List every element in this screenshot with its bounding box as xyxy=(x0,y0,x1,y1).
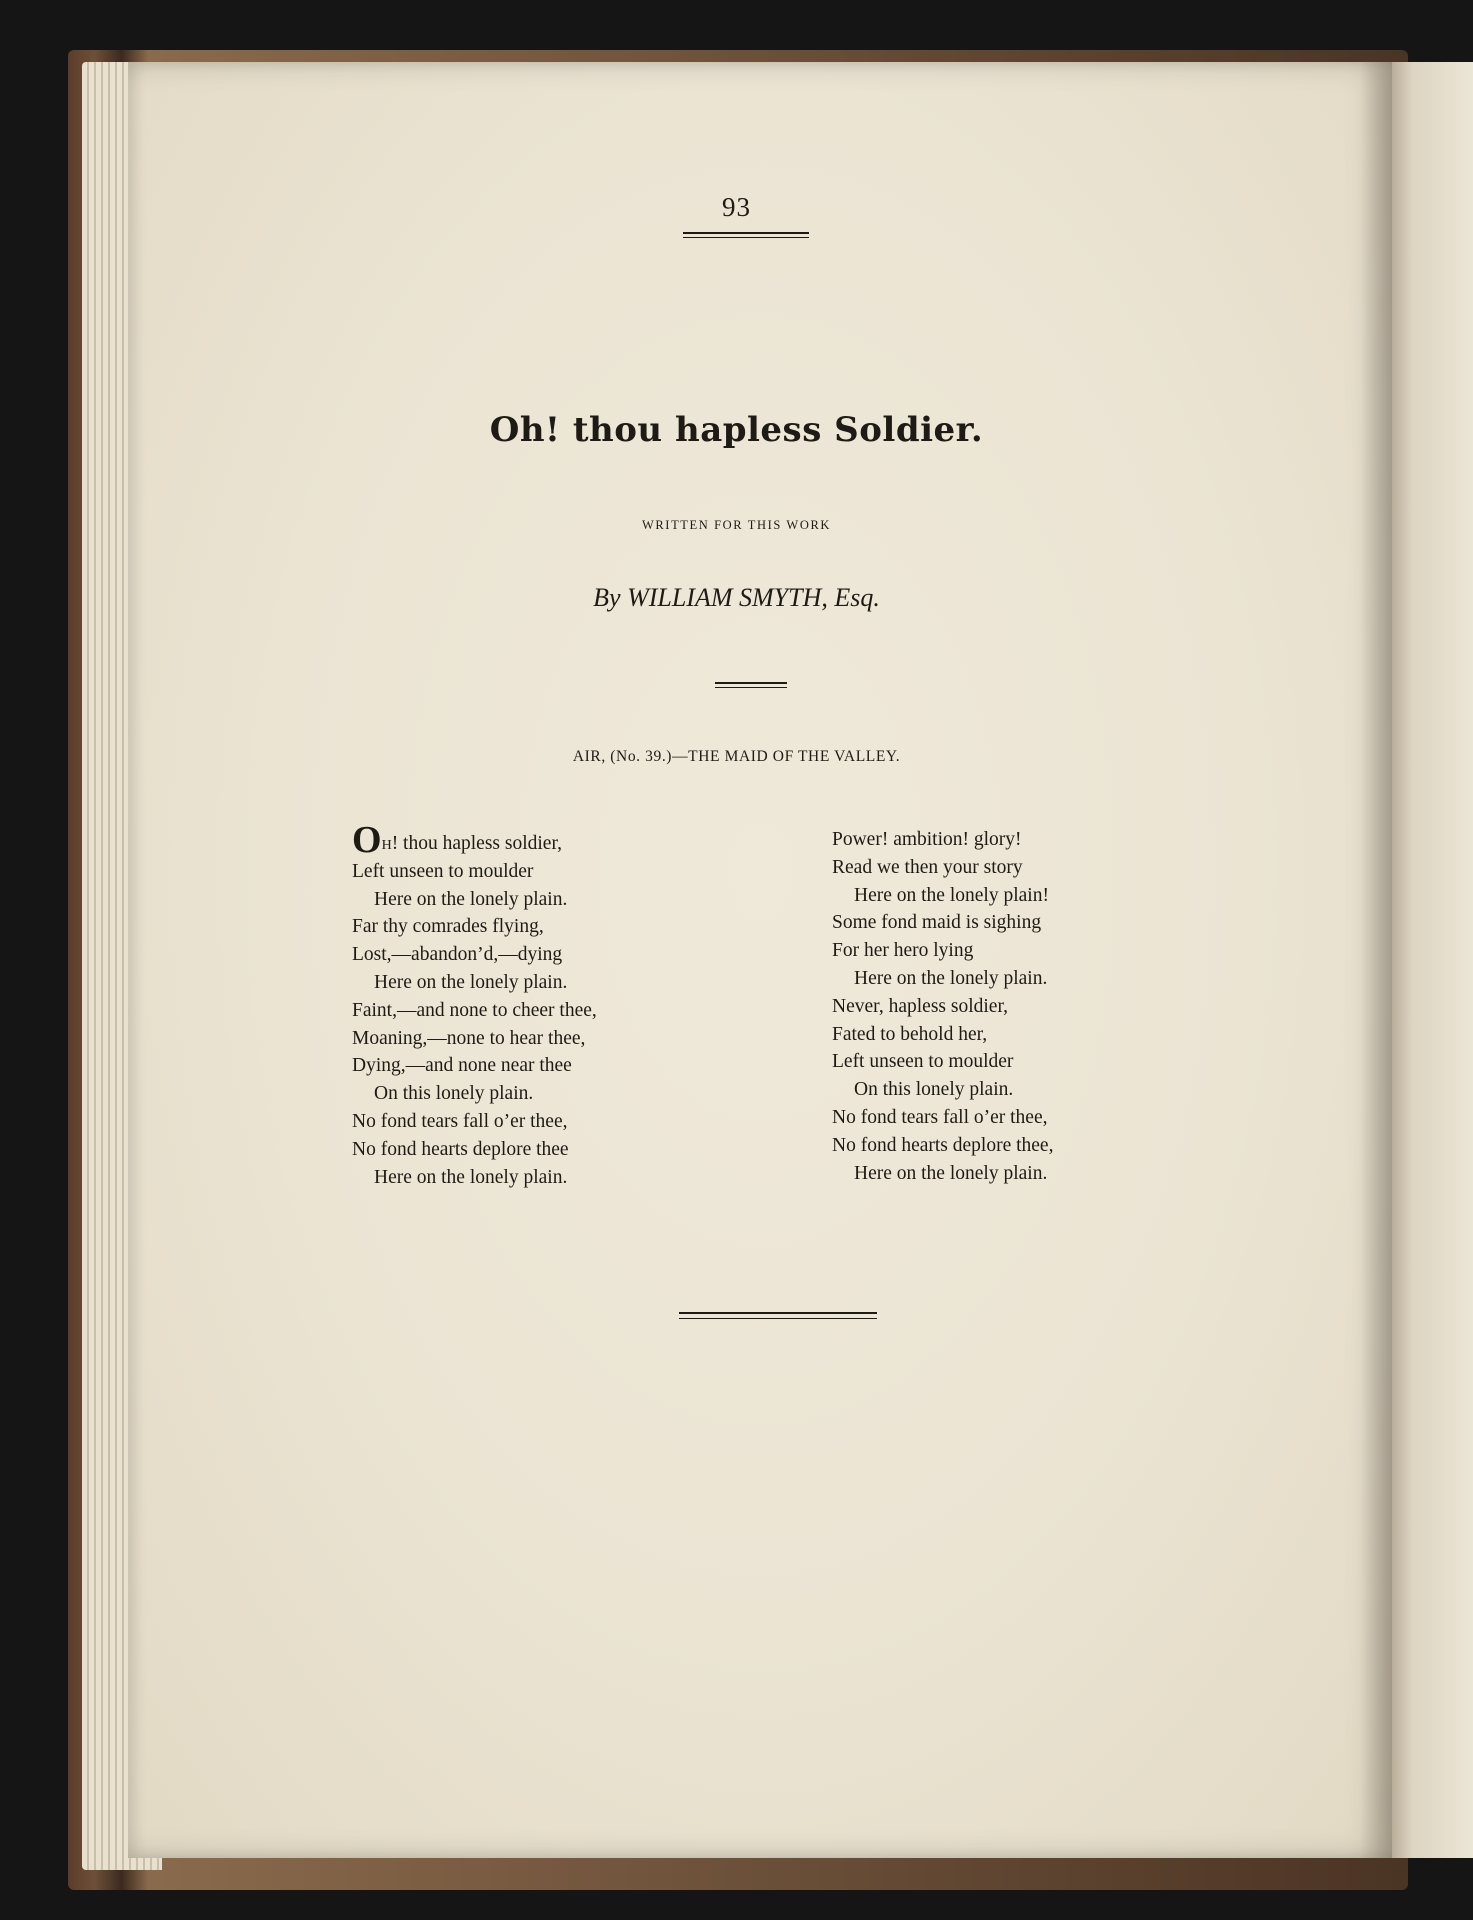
poem-line: Here on the lonely plain. xyxy=(374,1166,568,1188)
poem-line: No fond tears fall o’er thee, xyxy=(832,1106,1048,1128)
poem-line: Far thy comrades flying, xyxy=(352,916,544,938)
poem-line: On this lonely plain. xyxy=(854,1079,1014,1101)
poem-line: Fated to behold her, xyxy=(832,1023,988,1045)
first-line xyxy=(352,819,597,861)
page-number-rule-bottom xyxy=(683,237,809,238)
page-number-rule-top xyxy=(683,232,809,234)
poem-line: Here on the lonely plain. xyxy=(854,967,1048,989)
poem-line: Dying,—and none near thee xyxy=(352,1055,572,1077)
poem-line: Here on the lonely plain. xyxy=(374,888,568,910)
song-subtitle: WRITTEN FOR THIS WORK xyxy=(641,518,832,532)
poem-line: Left unseen to moulder xyxy=(832,1051,1014,1073)
poem-line: Faint,—and none to cheer thee, xyxy=(352,999,597,1021)
poem-line: Some fond maid is sighing xyxy=(832,912,1042,934)
poem-line: Lost,—abandon’d,—dying xyxy=(352,944,563,966)
section-rule-top xyxy=(715,682,787,684)
end-rule-bottom xyxy=(679,1318,877,1319)
poem-line: Here on the lonely plain! xyxy=(854,884,1049,906)
poem-line: Read we then your story xyxy=(832,856,1023,878)
drop-cap: O xyxy=(352,819,382,861)
poem-line: Here on the lonely plain. xyxy=(374,971,568,993)
poem-line: No fond hearts deplore thee, xyxy=(832,1134,1054,1156)
right-stanza xyxy=(832,826,1053,1187)
poem-line: Power! ambition! glory! xyxy=(832,829,1022,850)
poem-line: Here on the lonely plain. xyxy=(854,1162,1048,1184)
end-rule-top xyxy=(679,1312,877,1314)
air-heading: AIR, (No. 39.)—THE MAID OF THE VALLEY. xyxy=(572,748,901,765)
first-line-text: ! thou hapless soldier, xyxy=(391,833,563,854)
book-page xyxy=(128,62,1394,1858)
poem-line: Never, hapless soldier, xyxy=(832,995,1009,1017)
song-title: Oh! thou hapless Soldier. xyxy=(489,410,984,450)
page-number: 93 xyxy=(722,192,751,222)
left-stanza xyxy=(352,819,597,1191)
poem-line: On this lonely plain. xyxy=(374,1083,534,1105)
poem-line: Left unseen to moulder xyxy=(352,860,534,882)
poem-line: No fond hearts deplore thee xyxy=(352,1138,569,1160)
facing-page xyxy=(1392,62,1473,1858)
poem-line: Moaning,—none to hear thee, xyxy=(352,1027,586,1049)
section-rule-bottom xyxy=(715,687,787,688)
poem-line: No fond tears fall o’er thee, xyxy=(352,1110,568,1132)
small-caps: H xyxy=(381,838,392,853)
poem-line: For her hero lying xyxy=(832,940,974,962)
song-author: By WILLIAM SMYTH, Esq. xyxy=(593,583,880,612)
